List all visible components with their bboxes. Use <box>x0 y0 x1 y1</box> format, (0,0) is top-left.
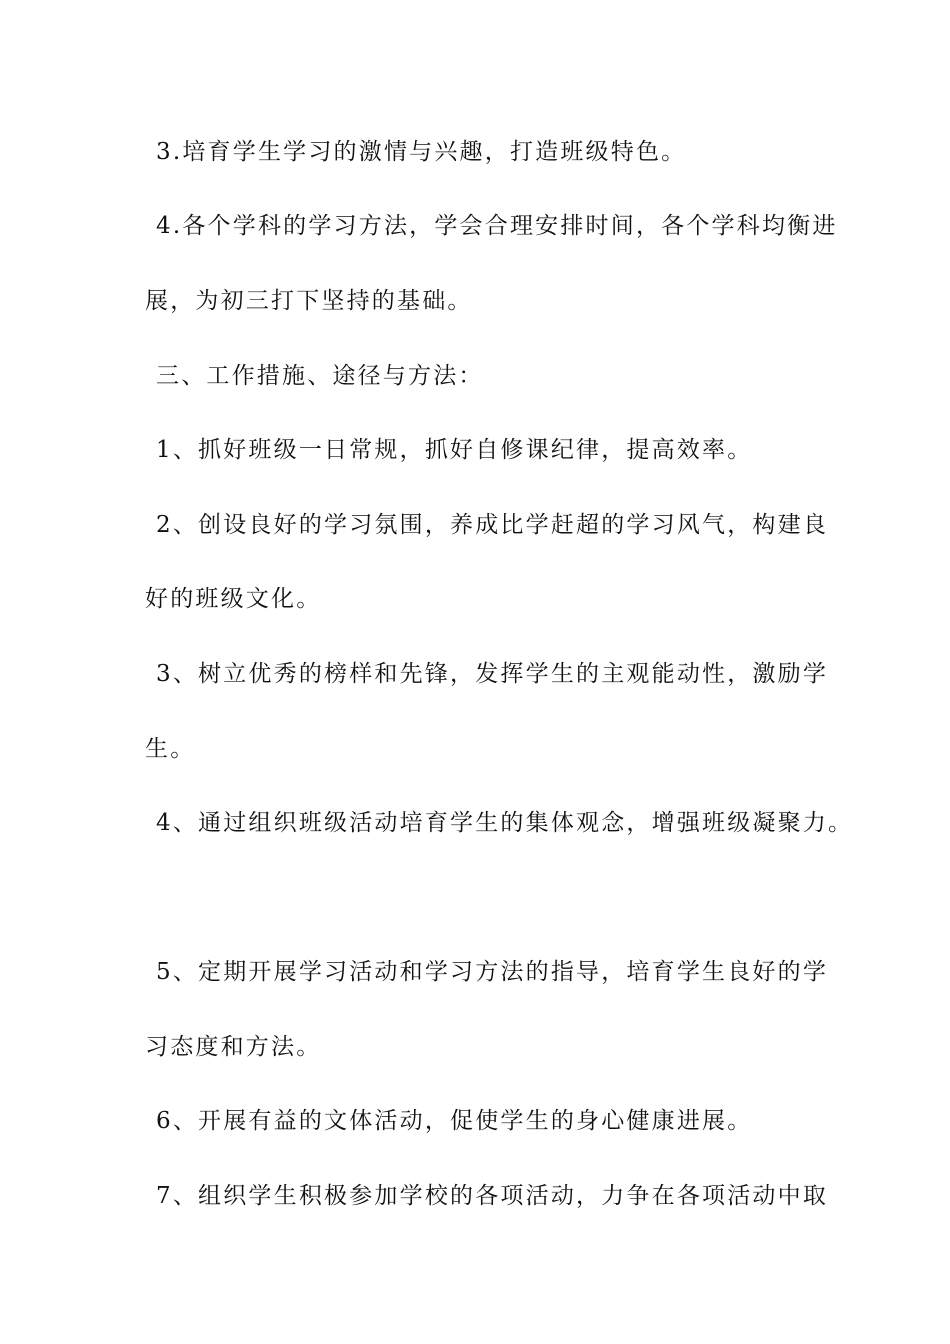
text-line: 4.各个学科的学习方法，学会合理安排时间，各个学科均衡进 <box>156 213 838 239</box>
text-line: 生。 <box>145 736 196 762</box>
section-heading: 三、工作措施、途径与方法： <box>156 363 484 389</box>
text-line: 好的班级文化。 <box>145 586 322 612</box>
text-line: 7、组织学生积极参加学校的各项活动，力争在各项活动中取 <box>156 1183 829 1209</box>
text-line: 展，为初三打下坚持的基础。 <box>145 288 473 314</box>
text-line: 习态度和方法。 <box>145 1034 322 1060</box>
text-line: 1、抓好班级一日常规，抓好自修课纪律，提高效率。 <box>156 437 753 463</box>
text-line: 4、通过组织班级活动培育学生的集体观念，增强班级凝聚力。 <box>156 810 854 836</box>
text-line: 3、树立优秀的榜样和先锋，发挥学生的主观能动性，激励学 <box>156 661 829 687</box>
text-line: 5、定期开展学习活动和学习方法的指导，培育学生良好的学 <box>156 959 829 985</box>
text-line: 6、开展有益的文体活动，促使学生的身心健康进展。 <box>156 1108 753 1134</box>
text-line: 2、创设良好的学习氛围，养成比学赶超的学习风气，构建良 <box>156 512 829 538</box>
text-line: 3.培育学生学习的激情与兴趣，打造班级特色。 <box>156 139 687 165</box>
